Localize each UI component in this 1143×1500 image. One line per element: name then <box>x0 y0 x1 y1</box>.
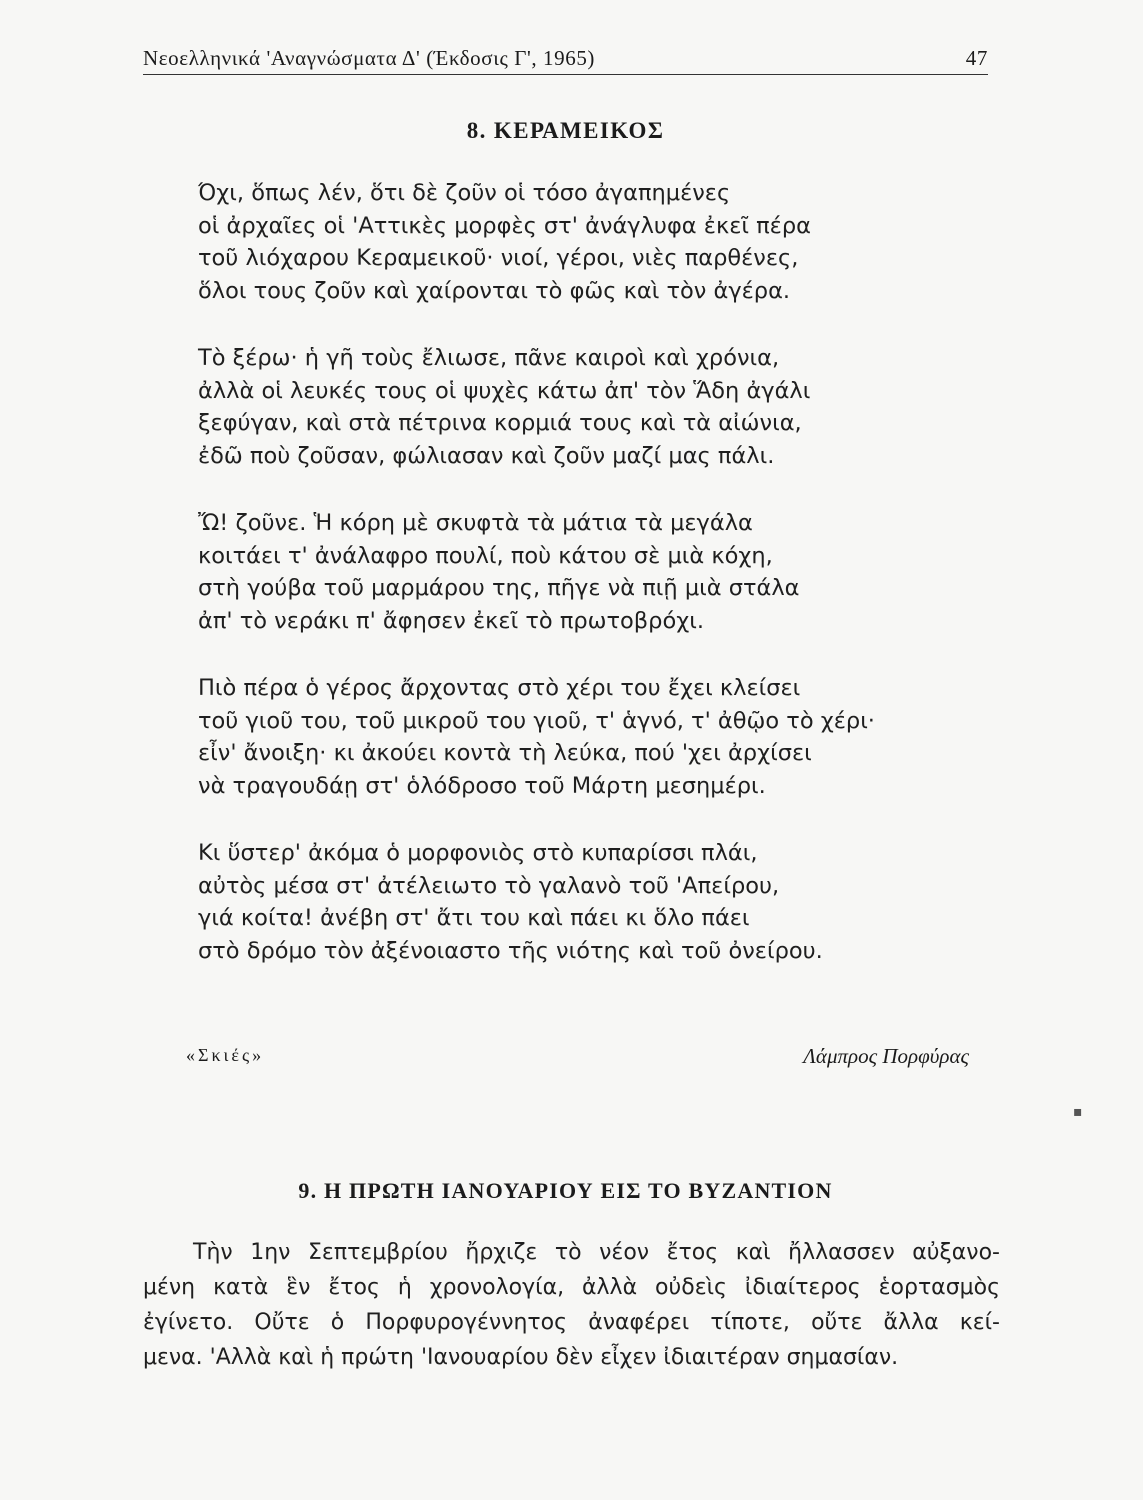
poem-line: κοιτάει τ' ἀνάλαφρο πουλί, ποὺ κάτου σὲ μιὰ κόχη, <box>198 542 773 569</box>
print-speck-mark: ▪ <box>1073 1104 1083 1120</box>
page-number: 47 <box>965 46 988 70</box>
poem-line: οἱ ἀρχαῖες οἱ 'Αττικὲς μορφὲς στ' ἀνάγλυφα ἐκεῖ πέρα <box>198 212 811 239</box>
stanza <box>198 837 998 967</box>
poem-line: νὰ τραγουδάῃ στ' ὁλόδροσο τοῦ Μάρτη μεσημέρι. <box>198 772 766 799</box>
paragraph-line: Τὴν 1ην Σεπτεμβρίου ἤρχιζε τὸ νέον ἔτος καὶ ἤλλασσεν αὐξανο- <box>193 1240 1000 1265</box>
poem-line: ἐδῶ ποὺ ζοῦσαν, φώλιασαν καὶ ζοῦν μαζί μας πάλι. <box>198 442 775 469</box>
poem-line: ὅλοι τους ζοῦν καὶ χαίρονται τὸ φῶς καὶ τὸν ἀγέρα. <box>198 277 791 304</box>
poem-line: στὴ γούβα τοῦ μαρμάρου της, πῆγε νὰ πιῇ μιὰ στάλα <box>198 575 800 601</box>
poem-line: Ὤ! ζοῦνε. Ἡ κόρη μὲ σκυφτὰ τὰ μάτια τὰ μεγάλα <box>198 510 753 536</box>
section-title: 9. Η ΠΡΩΤΗ ΙΑΝΟΥΑΡΙΟΥ ΕΙΣ ΤΟ ΒΥΖΑΝΤΙΟΝ <box>298 1178 833 1203</box>
poem-line: ἀλλὰ οἱ λευκές τους οἱ ψυχὲς κάτω ἀπ' τὸν Ἅδη ἀγάλι <box>198 377 811 404</box>
stanza <box>198 507 998 637</box>
poem-line: τοῦ γιοῦ του, τοῦ μικροῦ του γιοῦ, τ' ἁγνό, τ' ἀθῷο τὸ χέρι· <box>198 707 875 734</box>
poem-line: στὸ δρόμο τὸν ἀξένοιαστο τῆς νιότης καὶ τοῦ ὀνείρου. <box>198 937 823 964</box>
paragraph-line: ἐγίνετο. Οὔτε ὁ Πορφυρογέννητος ἀναφέρει τίποτε, οὔτε ἄλλα κεί- <box>143 1310 1000 1335</box>
poem-body <box>198 177 998 1002</box>
poem-line: ἀπ' τὸ νεράκι π' ἄφησεν ἐκεῖ τὸ πρωτοβρόχι. <box>198 607 704 634</box>
paragraph-line: μένη κατὰ ἓν ἔτος ἡ χρονολογία, ἀλλὰ οὐδεὶς ἰδιαίτερος ἑορτασμὸς <box>143 1275 1000 1300</box>
stanza <box>198 672 998 802</box>
poem-line: Τὸ ξέρω· ἡ γῆ τοὺς ἔλιωσε, πᾶνε καιροὶ καὶ χρόνια, <box>198 345 780 371</box>
poem-line: τοῦ λιόχαρου Κεραμεικοῦ· νιοί, γέροι, νιὲς παρθένες, <box>198 245 799 271</box>
poem-line: εἶν' ἄνοιξη· κι ἀκούει κοντὰ τὴ λεύκα, πού 'χει ἀρχίσει <box>198 740 812 766</box>
stanza <box>198 342 998 472</box>
poem-line: Κι ὕστερ' ἀκόμα ὁ μορφονιὸς στὸ κυπαρίσσι πλάι, <box>198 840 758 866</box>
poem-line: Πιὸ πέρα ὁ γέρος ἄρχοντας στὸ χέρι του ἔχει κλείσει <box>198 675 801 701</box>
paragraph-line: μενα. 'Αλλὰ καὶ ἡ πρώτη 'Ιανουαρίου δὲν εἶχεν ἰδιαιτέραν σημασίαν. <box>143 1345 899 1370</box>
stanza <box>198 177 998 307</box>
poem-line: αὐτὸς μέσα στ' ἀτέλειωτο τὸ γαλανὸ τοῦ 'Απείρου, <box>198 872 780 899</box>
running-title: Νεοελληνικά 'Αναγνώσματα Δ' (Έκδοσις Γ', 1965) <box>143 46 596 70</box>
poem-line: γιά κοίτα! ἀνέβη στ' ἄτι του καὶ πάει κι ὅλο πάει <box>198 905 750 931</box>
poem-author: Λάμπρος Πορφύρας <box>803 1044 969 1068</box>
poem-line: ξεφύγαν, καὶ στὰ πέτρινα κορμιά τους καὶ τὰ αἰώνια, <box>198 410 802 436</box>
poem-source: «Σκιές» <box>186 1045 265 1065</box>
poem-line: Όχι, ὅπως λέν, ὅτι δὲ ζοῦν οἱ τόσο ἀγαπημένες <box>198 180 731 206</box>
section-paragraph <box>143 1235 1000 1375</box>
poem-title: 8. ΚΕΡΑΜΕΙΚΟΣ <box>466 118 665 143</box>
running-header <box>143 44 988 75</box>
